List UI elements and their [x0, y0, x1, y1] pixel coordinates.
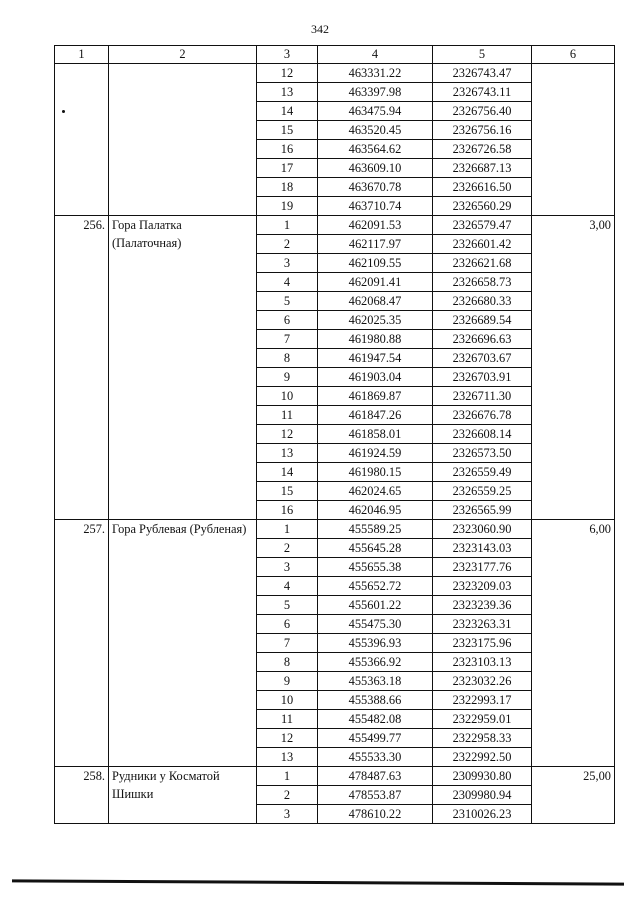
- coordinate-x: 462024.65: [318, 482, 433, 501]
- coordinate-y: 2326680.33: [433, 292, 532, 311]
- point-number: 1: [257, 767, 318, 786]
- coordinate-x: 455482.08: [318, 710, 433, 729]
- coordinate-x: 455388.66: [318, 691, 433, 710]
- point-number: 2: [257, 539, 318, 558]
- coordinate-y: 2326743.47: [433, 64, 532, 83]
- point-number: 19: [257, 197, 318, 216]
- object-area: [532, 64, 615, 216]
- point-number: 15: [257, 482, 318, 501]
- coordinate-y: 2326608.14: [433, 425, 532, 444]
- table-row: [55, 216, 615, 235]
- coordinate-y: 2326579.47: [433, 216, 532, 235]
- coordinate-x: 455366.92: [318, 653, 433, 672]
- coordinate-x: 461903.04: [318, 368, 433, 387]
- coordinate-x: 478610.22: [318, 805, 433, 824]
- point-number: 13: [257, 748, 318, 767]
- point-number: 4: [257, 577, 318, 596]
- coordinate-y: 2322993.17: [433, 691, 532, 710]
- coordinate-y: 2326703.67: [433, 349, 532, 368]
- point-number: 9: [257, 368, 318, 387]
- point-number: 5: [257, 292, 318, 311]
- coordinate-y: 2326601.42: [433, 235, 532, 254]
- point-number: 16: [257, 140, 318, 159]
- coordinate-y: 2326711.30: [433, 387, 532, 406]
- object-area: 25,00: [532, 767, 615, 824]
- header-col-5: 5: [433, 46, 532, 64]
- coordinate-x: 455363.18: [318, 672, 433, 691]
- point-number: 3: [257, 254, 318, 273]
- object-number: 258.: [55, 767, 109, 824]
- point-number: 10: [257, 387, 318, 406]
- coordinate-x: 461980.15: [318, 463, 433, 482]
- point-number: 10: [257, 691, 318, 710]
- coordinate-y: 2326658.73: [433, 273, 532, 292]
- point-number: 11: [257, 710, 318, 729]
- header-col-6: 6: [532, 46, 615, 64]
- point-number: 2: [257, 786, 318, 805]
- point-number: 12: [257, 64, 318, 83]
- coordinate-x: 463520.45: [318, 121, 433, 140]
- object-area: 3,00: [532, 216, 615, 520]
- coordinate-y: 2309930.80: [433, 767, 532, 786]
- object-number: [55, 64, 109, 216]
- coordinate-x: 455396.93: [318, 634, 433, 653]
- coordinate-x: 462025.35: [318, 311, 433, 330]
- coordinate-y: 2323209.03: [433, 577, 532, 596]
- coordinate-x: 478487.63: [318, 767, 433, 786]
- point-number: 9: [257, 672, 318, 691]
- coordinate-x: 461858.01: [318, 425, 433, 444]
- point-number: 12: [257, 729, 318, 748]
- bottom-rule: [12, 879, 624, 885]
- coordinate-y: 2326689.54: [433, 311, 532, 330]
- header-row: [55, 46, 615, 64]
- object-name: Рудники у Косматой Шишки: [109, 767, 257, 824]
- coordinate-x: 462109.55: [318, 254, 433, 273]
- coordinate-y: 2323032.26: [433, 672, 532, 691]
- coordinate-y: 2326559.25: [433, 482, 532, 501]
- header-col-4: 4: [318, 46, 433, 64]
- object-number: 256.: [55, 216, 109, 520]
- coordinate-x: 455601.22: [318, 596, 433, 615]
- coordinate-x: 462091.41: [318, 273, 433, 292]
- coordinate-x: 463397.98: [318, 83, 433, 102]
- point-number: 7: [257, 634, 318, 653]
- coordinate-x: 463710.74: [318, 197, 433, 216]
- point-number: 14: [257, 102, 318, 121]
- point-number: 8: [257, 349, 318, 368]
- coordinate-y: 2323177.76: [433, 558, 532, 577]
- coordinate-y: 2323060.90: [433, 520, 532, 539]
- coordinate-y: 2323239.36: [433, 596, 532, 615]
- coordinate-x: 455645.28: [318, 539, 433, 558]
- coordinate-x: 455655.38: [318, 558, 433, 577]
- object-number: 257.: [55, 520, 109, 767]
- point-number: 6: [257, 311, 318, 330]
- coordinate-x: 461980.88: [318, 330, 433, 349]
- coordinate-x: 463670.78: [318, 178, 433, 197]
- coordinate-x: 462091.53: [318, 216, 433, 235]
- coordinate-x: 455589.25: [318, 520, 433, 539]
- coordinate-y: 2326726.58: [433, 140, 532, 159]
- coordinate-x: 455533.30: [318, 748, 433, 767]
- point-number: 13: [257, 444, 318, 463]
- coordinate-y: 2322959.01: [433, 710, 532, 729]
- object-name: Гора Палатка (Палаточная): [109, 216, 257, 520]
- coordinate-y: 2326703.91: [433, 368, 532, 387]
- coordinate-y: 2323143.03: [433, 539, 532, 558]
- coordinate-y: 2326756.16: [433, 121, 532, 140]
- coordinate-y: 2326687.13: [433, 159, 532, 178]
- coordinate-x: 463609.10: [318, 159, 433, 178]
- coordinate-x: 455475.30: [318, 615, 433, 634]
- point-number: 2: [257, 235, 318, 254]
- coordinate-y: 2326676.78: [433, 406, 532, 425]
- coordinate-y: 2326756.40: [433, 102, 532, 121]
- point-number: 14: [257, 463, 318, 482]
- coordinate-x: 463475.94: [318, 102, 433, 121]
- page-number: 342: [311, 22, 329, 36]
- coordinate-y: 2310026.23: [433, 805, 532, 824]
- table-body: [55, 64, 615, 824]
- coordinate-y: 2326559.49: [433, 463, 532, 482]
- point-number: 3: [257, 805, 318, 824]
- point-number: 18: [257, 178, 318, 197]
- point-number: 11: [257, 406, 318, 425]
- coordinate-x: 478553.87: [318, 786, 433, 805]
- coordinate-y: 2326560.29: [433, 197, 532, 216]
- point-number: 7: [257, 330, 318, 349]
- coordinates-table: [54, 45, 615, 824]
- coordinate-y: 2326573.50: [433, 444, 532, 463]
- object-name: [109, 64, 257, 216]
- table-row: [55, 520, 615, 539]
- point-number: 3: [257, 558, 318, 577]
- table-row: [55, 767, 615, 786]
- coordinate-x: 461869.87: [318, 387, 433, 406]
- coordinate-y: 2326621.68: [433, 254, 532, 273]
- coordinate-y: 2323103.13: [433, 653, 532, 672]
- point-number: 15: [257, 121, 318, 140]
- coordinate-y: 2326696.63: [433, 330, 532, 349]
- object-name: Гора Рублевая (Рубленая): [109, 520, 257, 767]
- coordinate-x: 463331.22: [318, 64, 433, 83]
- coordinate-y: 2326743.11: [433, 83, 532, 102]
- point-number: 16: [257, 501, 318, 520]
- coordinate-y: 2323263.31: [433, 615, 532, 634]
- point-number: 12: [257, 425, 318, 444]
- coordinate-x: 463564.62: [318, 140, 433, 159]
- point-number: 4: [257, 273, 318, 292]
- point-number: 8: [257, 653, 318, 672]
- coordinate-x: 455499.77: [318, 729, 433, 748]
- coordinate-x: 461947.54: [318, 349, 433, 368]
- coordinate-x: 462046.95: [318, 501, 433, 520]
- point-number: 1: [257, 216, 318, 235]
- coordinate-x: 455652.72: [318, 577, 433, 596]
- coordinate-y: 2309980.94: [433, 786, 532, 805]
- coordinate-y: 2322958.33: [433, 729, 532, 748]
- header-col-1: 1: [55, 46, 109, 64]
- coordinate-y: 2326616.50: [433, 178, 532, 197]
- point-number: 5: [257, 596, 318, 615]
- point-number: 6: [257, 615, 318, 634]
- coordinate-y: 2326565.99: [433, 501, 532, 520]
- coordinate-y: 2323175.96: [433, 634, 532, 653]
- point-number: 1: [257, 520, 318, 539]
- point-number: 13: [257, 83, 318, 102]
- table-row: [55, 64, 615, 83]
- point-number: 17: [257, 159, 318, 178]
- coordinate-x: 462068.47: [318, 292, 433, 311]
- coordinate-x: 461924.59: [318, 444, 433, 463]
- coordinate-y: 2322992.50: [433, 748, 532, 767]
- header-col-3: 3: [257, 46, 318, 64]
- header-col-2: 2: [109, 46, 257, 64]
- coordinate-x: 461847.26: [318, 406, 433, 425]
- coordinate-x: 462117.97: [318, 235, 433, 254]
- object-area: 6,00: [532, 520, 615, 767]
